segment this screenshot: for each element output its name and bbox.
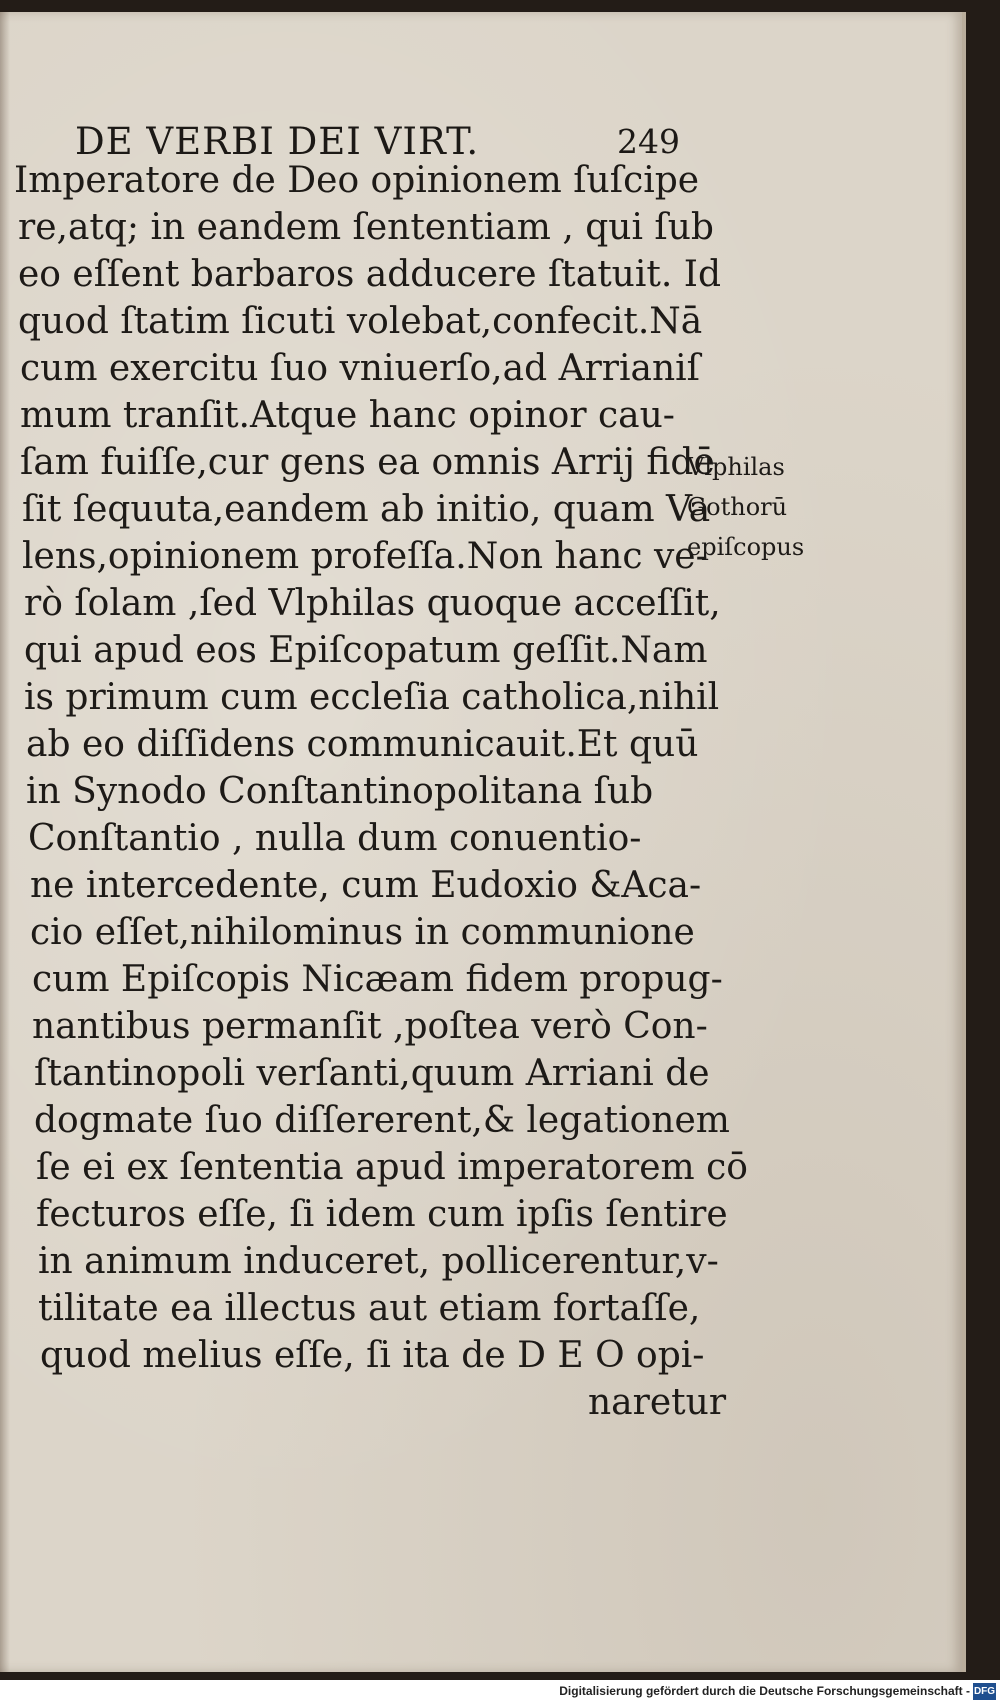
funding-credit: Digitalisierung gefördert durch die Deutsche Forschungsgemeinschaft -	[559, 1684, 970, 1698]
text-line: ſe ei ex ſententia apud imperatorem cō	[36, 1147, 748, 1188]
text-line: nantibus permanſit ,poſtea verò Con-	[32, 1006, 708, 1047]
marginal-note-line: Vlphilas	[687, 453, 785, 481]
text-line: tilitate ea illectus aut etiam fortaſſe,	[38, 1288, 701, 1329]
text-line: lens,opinionem profeſſa.Non hanc ve-	[22, 536, 708, 577]
text-line: ſtantinopoli verſanti,quum Arriani de	[34, 1053, 710, 1094]
digitization-credit-bar	[0, 1680, 1000, 1704]
text-line: qui apud eos Epiſcopatum geſſit.Nam	[24, 630, 708, 671]
text-line: cum Epiſcopis Nicæam fidem propug-	[32, 959, 723, 1000]
text-line: re,atq; in eandem ſententiam , qui ſub	[18, 207, 714, 248]
text-line: ne intercedente, cum Eudoxio &Aca-	[30, 865, 702, 906]
book-page	[0, 12, 966, 1672]
text-line: rò ſolam ,ſed Vlphilas quoque acceſſit,	[24, 583, 721, 624]
marginal-note-line: Gothorū	[687, 493, 788, 521]
text-line: ab eo diſſidens communicauit.Et quū	[26, 724, 699, 765]
catchword: naretur	[588, 1382, 727, 1423]
page-number: 249	[617, 122, 680, 161]
text-line: quod ſtatim ſicuti volebat,confecit.Nā	[18, 301, 703, 342]
text-line: in Synodo Conſtantinopolitana ſub	[26, 771, 654, 812]
marginal-note	[687, 452, 847, 582]
marginal-note-line: epiſcopus	[687, 533, 805, 561]
text-line: Conſtantio , nulla dum conuentio-	[28, 818, 642, 859]
dfg-logo: DFG	[973, 1683, 996, 1700]
text-line: ſam fuiſſe,cur gens ea omnis Arrij fidē	[20, 442, 715, 483]
text-line: is primum cum eccleſia catholica,nihil	[24, 677, 720, 718]
text-line: dogmate ſuo diſſererent,& legationem	[34, 1100, 730, 1141]
text-line: Imperatore de Deo opinionem ſuſcipe	[14, 160, 700, 201]
running-title: DE VERBI DEI VIRT.	[75, 120, 480, 163]
text-line: cum exercitu ſuo vniuerſo,ad Arrianiſ	[20, 348, 700, 389]
text-line: mum tranſit.Atque hanc opinor cau-	[20, 395, 675, 436]
text-line: fecturos eſſe, ſi idem cum ipſis ſentire	[36, 1194, 728, 1235]
text-line: in animum induceret, pollicerentur,v-	[38, 1241, 719, 1282]
text-line: eo eſſent barbaros adducere ſtatuit. Id	[18, 254, 722, 295]
text-line: cio eſſet,nihilominus in communione	[30, 912, 695, 953]
text-line: quod melius eſſe, ſi ita de D E O opi-	[40, 1335, 705, 1376]
text-line: ſit ſequuta,eandem ab initio, quam Va	[22, 489, 711, 530]
